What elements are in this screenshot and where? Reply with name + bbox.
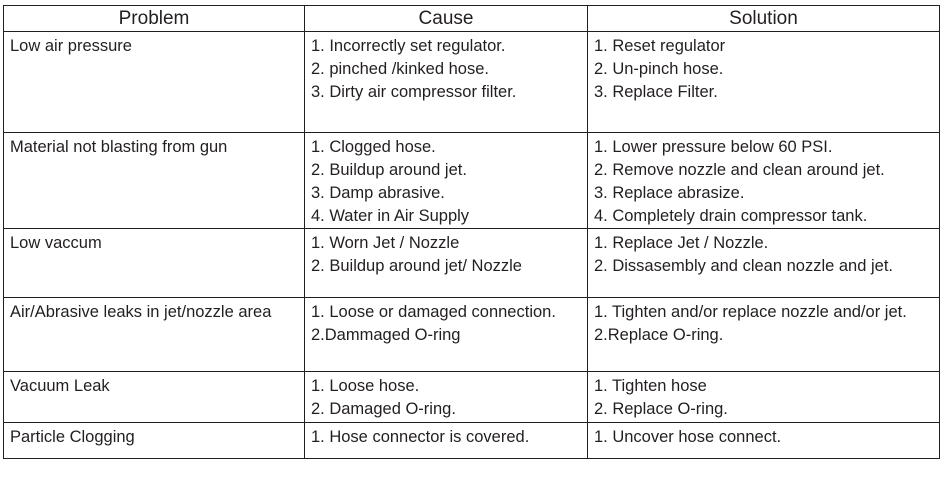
solution-line: 1. Reset regulator	[594, 37, 726, 55]
cause-cell	[305, 229, 588, 298]
problem-cell	[4, 133, 305, 229]
problem-cell	[4, 423, 305, 459]
solution-cell	[588, 423, 940, 459]
cause-line: 3. Damp abrasive.	[311, 184, 445, 202]
problem-text: Low vaccum	[10, 234, 102, 252]
solution-line: 3. Replace Filter.	[594, 83, 718, 101]
cause-line: 1. Incorrectly set regulator.	[311, 37, 506, 55]
header-cause: Cause	[305, 6, 588, 32]
solution-line: 2. Dissasembly and clean nozzle and jet.	[594, 257, 893, 275]
solution-line: 1. Lower pressure below 60 PSI.	[594, 138, 833, 156]
solution-line: 2.Replace O-ring.	[594, 326, 724, 344]
solution-cell	[588, 229, 940, 298]
solution-line: 1. Tighten hose	[594, 377, 707, 395]
cause-line: 2. Buildup around jet/ Nozzle	[311, 257, 522, 275]
cause-line: 3. Dirty air compressor filter.	[311, 83, 517, 101]
table-row	[4, 298, 940, 372]
cause-line: 2. pinched /kinked hose.	[311, 60, 489, 78]
solution-line: 2. Remove nozzle and clean around jet.	[594, 161, 885, 179]
cause-line: 1. Loose hose.	[311, 377, 420, 395]
table-row	[4, 372, 940, 423]
table-row	[4, 32, 940, 133]
solution-line: 3. Replace abrasize.	[594, 184, 745, 202]
cause-cell	[305, 423, 588, 459]
problem-text: Air/Abrasive leaks in jet/nozzle area	[10, 303, 272, 321]
problem-text: Particle Clogging	[10, 428, 135, 446]
problem-cell	[4, 298, 305, 372]
header-problem: Problem	[4, 6, 305, 32]
cause-line: 2. Damaged O-ring.	[311, 400, 456, 418]
table-row	[4, 133, 940, 229]
header-solution: Solution	[588, 6, 940, 32]
cause-line: 2. Buildup around jet.	[311, 161, 467, 179]
cause-cell	[305, 133, 588, 229]
cause-line: 2.Dammaged O-ring	[311, 326, 461, 344]
solution-cell	[588, 133, 940, 229]
table-header-row	[4, 6, 940, 32]
cause-cell	[305, 372, 588, 423]
cause-line: 4. Water in Air Supply	[311, 207, 470, 225]
solution-line: 1. Tighten and/or replace nozzle and/or jet.	[594, 303, 907, 321]
solution-cell	[588, 372, 940, 423]
solution-line: 2. Replace O-ring.	[594, 400, 728, 418]
cause-line: 1. Loose or damaged connection.	[311, 303, 556, 321]
problem-cell	[4, 32, 305, 133]
cause-line: 1. Worn Jet / Nozzle	[311, 234, 460, 252]
cause-line: 1. Clogged hose.	[311, 138, 436, 156]
table-row	[4, 423, 940, 459]
solution-cell	[588, 298, 940, 372]
solution-cell	[588, 32, 940, 133]
solution-line: 1. Uncover hose connect.	[594, 428, 782, 446]
problem-cell	[4, 229, 305, 298]
cause-cell	[305, 298, 588, 372]
problem-text: Vacuum Leak	[10, 377, 110, 395]
solution-line: 2. Un-pinch hose.	[594, 60, 724, 78]
table-row	[4, 229, 940, 298]
problem-cell	[4, 372, 305, 423]
problem-text: Material not blasting from gun	[10, 138, 228, 156]
solution-line: 4. Completely drain compressor tank.	[594, 207, 868, 225]
troubleshooting-table	[3, 5, 940, 459]
problem-text: Low air pressure	[10, 37, 132, 55]
solution-line: 1. Replace Jet / Nozzle.	[594, 234, 769, 252]
cause-line: 1. Hose connector is covered.	[311, 428, 530, 446]
cause-cell	[305, 32, 588, 133]
